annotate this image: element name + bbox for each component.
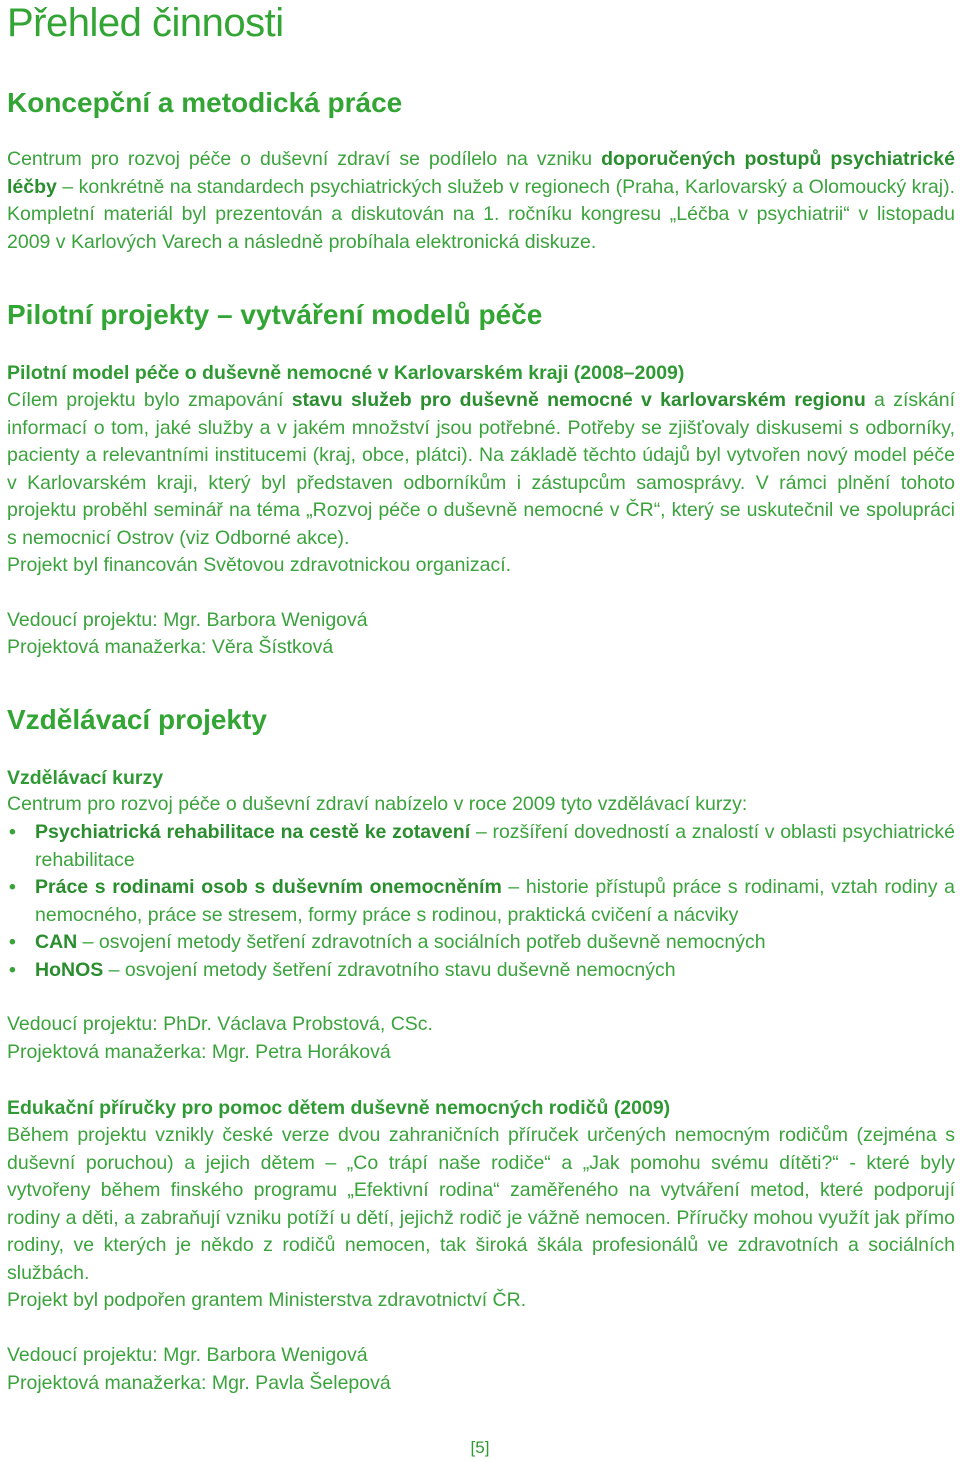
text-span: – konkrétně na standardech psychiatrických služeb v regionech (Praha, Karlovarský a Olomoucký kraj). Kompletní materiál byl prezentován a diskutován na 1. ročníku kongresu „Léčba v psychiatrii“ v listopadu 2009 v Karlových Varech a následně probíhala elektronická diskuze. [7,175,955,253]
paragraph-pilotni [7,387,955,580]
text-span: Během projektu vznikly české verze dvou zahraničních příruček určených nemocným rodičům (zejména s duševní poruchou) a jejich dětem – „Co trápí naše rodiče“ a „Jak pomohu svému dítěti?“ - které byly vytvořeny během finského programu „Efektivní rodina“ zaměřeného na vytváření metod, které podporují rodiny a děti, a zabraňují vzniku potíží u dětí, jejichž rodič je vážně nemocen. Příručky mohou využít jak přímo rodiny, ve kterých je někdo z rodičů nemocen, tak široká škála profesionálů ve zdravotních a sociálních službách. [7,1124,955,1284]
subheading-edukacni: Edukační příručky pro pomoc dětem duševně nemocných rodičů (2009) [7,1097,671,1119]
paragraph-edukacni [7,1122,955,1315]
text-span: a získání informací o tom, jaké služby a v jakém množství jsou potřebné. Potřeby se zjišťovaly diskusemi s odborníky, pacienty a relevantními institucemi (kraj, obce, plátci). Na základě těchto údajů byl vytvořen nový model péče v Karlovarském kraji, který byl představen odborníkům i zástupcům samosprávy. V rámci plnění tohoto projektu proběhl seminář na téma „Rozvoj péče o duševně nemocné v ČR“, který se uskutečnil ve spolupráci s nemocnicí Ostrov (viz Odborné akce). [7,389,955,549]
list-item [7,874,955,929]
courses-intro: Centrum pro rozvoj péče o duševní zdraví nabízelo v roce 2009 tyto vzdělávací kurzy: [7,793,748,815]
project-manager: Projektová manažerka: Mgr. Petra Horáková [7,1041,391,1063]
list-item [7,929,955,957]
course-desc: – osvojení metody šetření zdravotního stavu duševně nemocných [103,958,676,981]
section-heading-pilotni: Pilotní projekty – vytváření modelů péče [7,299,543,330]
course-name: CAN [35,931,78,953]
text-span: Projekt byl podpořen grantem Ministerstva zdravotnictví ČR. [7,1289,527,1311]
project-manager: Projektová manažerka: Mgr. Pavla Šelepová [7,1372,391,1394]
text-span: Centrum pro rozvoj péče o duševní zdraví se podílelo na vzniku [7,148,602,170]
course-name: Psychiatrická rehabilitace na cestě ke zotavení [35,821,471,843]
list-item [7,819,955,874]
text-span: Projekt byl financován Světovou zdravotnickou organizací. [7,554,512,576]
courses-list [7,819,955,984]
course-desc: – rozšíření dovedností a znalostí v oblasti psychiatrické rehabilitace [35,821,956,871]
course-desc: – osvojení metody šetření zdravotních a sociálních potřeb duševně nemocných [77,931,766,953]
bullet-icon: • [9,958,16,981]
bullet-icon: • [9,821,16,843]
course-desc: – historie přístupů práce s rodinami, vztah rodiny a nemocného, práce se stresem, formy práce s rodinou, praktická cvičení a nácviky [35,876,956,926]
bullet-icon: • [9,876,16,898]
course-name: Práce s rodinami osob s duševním onemocněním [35,876,502,898]
section-heading-koncepcni: Koncepční a metodická práce [7,87,403,118]
text-span: Cílem projektu bylo zmapování [7,389,292,411]
emphasis-text: stavu služeb pro duševně nemocné v karlovarském regionu [291,389,866,411]
course-name: HoNOS [35,958,104,981]
subheading-pilotni-model: Pilotní model péče o duševně nemocné v Karlovarském kraji (2008–2009) [7,362,685,384]
section-heading-vzdelavaci: Vzdělávací projekty [7,704,267,735]
project-leader: Vedoucí projektu: Mgr. Barbora Wenigová [7,609,368,631]
paragraph-koncepcni [7,146,955,256]
emphasis-text: doporučených postupů psychiatrické léčby [7,148,955,198]
list-item [7,957,955,985]
project-leader: Vedoucí projektu: PhDr. Václava Probstová, CSc. [7,1013,433,1035]
page-title: Přehled činnosti [7,1,284,45]
subheading-kurzy: Vzdělávací kurzy [7,767,164,789]
page-number: [5] [470,1438,490,1457]
bullet-icon: • [9,931,16,953]
project-leader: Vedoucí projektu: Mgr. Barbora Wenigová [7,1344,368,1366]
project-manager: Projektová manažerka: Věra Šístková [7,636,334,658]
